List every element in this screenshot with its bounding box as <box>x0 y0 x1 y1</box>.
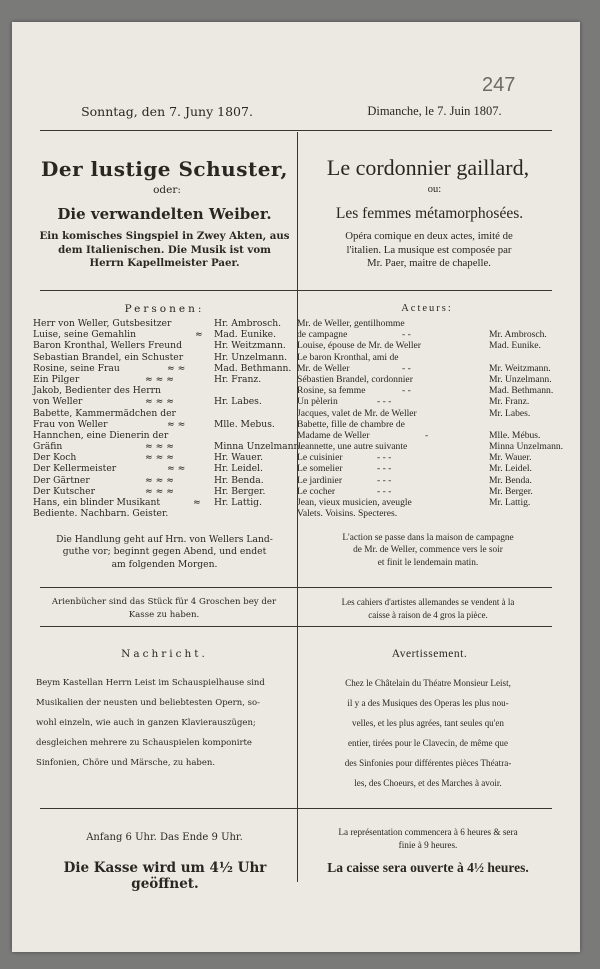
list-item: Sébastien Brandel, cordonnier Mr. Unzelmann. <box>297 373 552 385</box>
list-item: Mr. de Weller - - Mr. Weitzmann. <box>297 362 551 374</box>
list-item: Le jardinier - - - Mr. Benda. <box>297 474 532 486</box>
rule-notice <box>40 626 552 627</box>
description-german: Ein komisches Singspiel in Zwey Akten, aus dem Italienischen. Die Musik ist vom Herrn Kapellmeister Paer. <box>39 230 290 269</box>
handlung-german: Die Handlung geht auf Hrn. von Wellers Land- guthe vor; beginnt gegen Abend, und endet am folgenden Morgen. <box>56 534 273 570</box>
list-item: Jakob, Bedienter des Herrn <box>33 385 161 397</box>
playbill-sheet <box>12 22 580 952</box>
list-item: Herr von Weller, Gutsbesitzer Hr. Ambrosch. <box>33 318 282 329</box>
list-item: Un pèlerin - - - Mr. Franz. <box>297 396 530 408</box>
list-item: Gräfin ≈ ≈ ≈ Minna Unzelmann. <box>33 441 303 453</box>
description-french: Opéra comique en deux actes, imité de l'italien. La musique est composée par Mr. Paer, maitre de chapelle. <box>345 230 513 269</box>
list-item: Le baron Kronthal, ami de <box>297 351 399 363</box>
oder-german: oder: <box>153 184 181 196</box>
kasse-german: Die Kasse wird um 4½ Uhr geöffnet. <box>63 860 267 892</box>
anfang-german: Anfang 6 Uhr. Das Ende 9 Uhr. <box>86 832 243 843</box>
subtitle-french: Les femmes métamorphosées. <box>335 205 524 222</box>
date-german: Sonntag, den 7. Juny 1807. <box>81 104 253 119</box>
avertissement-heading: Avertissement. <box>391 648 468 660</box>
rule-textbooks <box>40 587 552 588</box>
list-item: Le somelier - - - Mr. Leidel. <box>297 463 532 475</box>
rule-times <box>40 808 552 809</box>
nachricht-heading: Nachricht. <box>121 648 208 660</box>
personen-heading: Personen: <box>124 303 205 315</box>
date-french: Dimanche, le 7. Juin 1807. <box>367 104 502 118</box>
list-item: Valets. Voisins. Specteres. <box>297 508 398 520</box>
list-item: Jacques, valet de Mr. de Weller Mr. Labes. <box>297 407 531 419</box>
subtitle-german: Die verwandelten Weiber. <box>57 205 272 223</box>
personen-list <box>33 318 303 520</box>
list-item: de campagne - - Mr. Ambrosch. <box>297 329 547 341</box>
list-item: Louise, épouse de Mr. de Weller Mad. Eunike. <box>297 340 541 352</box>
representation-french: La représentation commencera à 6 heures & sera finie à 9 heures. <box>338 827 518 850</box>
ou-french: ou: <box>427 184 442 195</box>
caisse-french: La caisse sera ouverte à 4½ heures. <box>327 860 529 875</box>
title-german: Der lustige Schuster, <box>41 157 288 181</box>
list-item: Ein Pilger ≈ ≈ ≈ Hr. Franz. <box>33 373 262 385</box>
action-french: L'action se passe dans la maison de campagne de Mr. de Weller, commence vers le soir et finit le lendemain matin. <box>342 533 514 568</box>
acteurs-list <box>297 318 567 519</box>
list-item: Frau von Weller ≈ ≈ Mlle. Mebus. <box>33 418 275 430</box>
column-divider <box>297 132 298 882</box>
list-item: Bediente. Nachbarn. Geister. <box>33 508 169 520</box>
list-item: Jeannette, une autre suivante Minna Unzelmann. <box>297 441 564 453</box>
avertissement-text: Chez le Châtelain du Théatre Monsieur Leist, il y a des Musiques des Operas les plus nou- velles, et les plus agrées, tant seules qu'en entier, tirées pour le Clavecin, de même que des Sinfonies pour différentes pièces Théatra- les, des Choeurs, et des Marches à avoir. <box>344 678 512 788</box>
list-item: Der Gärtner ≈ ≈ ≈ Hr. Benda. <box>33 474 264 486</box>
rule-cast <box>40 290 552 291</box>
list-item: Hannchen, eine Dienerin der <box>33 429 169 441</box>
list-item: Der Kellermeister ≈ ≈ Hr. Leidel. <box>33 463 263 475</box>
list-item: Mr. de Weller, gentilhomme <box>297 318 405 329</box>
list-item: Babette, fille de chambre de <box>297 418 405 430</box>
list-item: Der Kutscher ≈ ≈ ≈ Hr. Berger. <box>33 485 266 497</box>
list-item: Baron Kronthal, Wellers Freund Hr. Weitzmann. <box>33 340 286 352</box>
page-number: 247 <box>482 74 516 96</box>
list-item: Rosine, seine Frau ≈ ≈ Mad. Bethmann. <box>33 362 292 374</box>
list-item: von Weller ≈ ≈ ≈ Hr. Labes. <box>33 396 262 408</box>
list-item: Le cocher - - - Mr. Berger. <box>297 485 533 497</box>
textbuch-german: Arienbücher sind das Stück für 4 Groschen bey der Kasse zu haben. <box>51 597 277 620</box>
list-item: Le cuisinier - - - Mr. Wauer. <box>297 452 532 464</box>
list-item: Babette, Kammermädchen der <box>33 407 176 419</box>
nachricht-text: Beym Kastellan Herrn Leist im Schauspielhause sind Musikalien der neusten und beliebtesten Opern, so- wohl einzeln, wie auch in ganzen Klavierauszügen; desgleichen mehrere zu Schauspielen komponirte Sinfonien, Chöre und Märsche, zu haben. <box>36 678 265 768</box>
list-item: Sebastian Brandel, ein Schuster Hr. Unzelmann. <box>33 351 288 363</box>
cahiers-french: Les cahiers d'artistes allemandes se vendent à la caisse à raison de 4 gros la pièce. <box>341 597 515 620</box>
list-item: Jean, vieux musicien, aveugle Mr. Lattig. <box>297 497 531 508</box>
list-item: Luise, seine Gemahlin ≈ Mad. Eunike. <box>33 329 277 341</box>
list-item: Der Koch ≈ ≈ ≈ Hr. Wauer. <box>33 452 264 464</box>
title-french: Le cordonnier gaillard, <box>326 155 530 180</box>
list-item: Rosine, sa femme - - Mad. Bethmann. <box>297 385 554 397</box>
top-rule <box>40 130 552 131</box>
acteurs-heading: Acteurs: <box>401 303 453 314</box>
list-item: Hans, ein blinder Musikant ≈ Hr. Lattig. <box>33 497 262 508</box>
list-item: Madame de Weller - Mlle. Mébus. <box>297 429 541 441</box>
